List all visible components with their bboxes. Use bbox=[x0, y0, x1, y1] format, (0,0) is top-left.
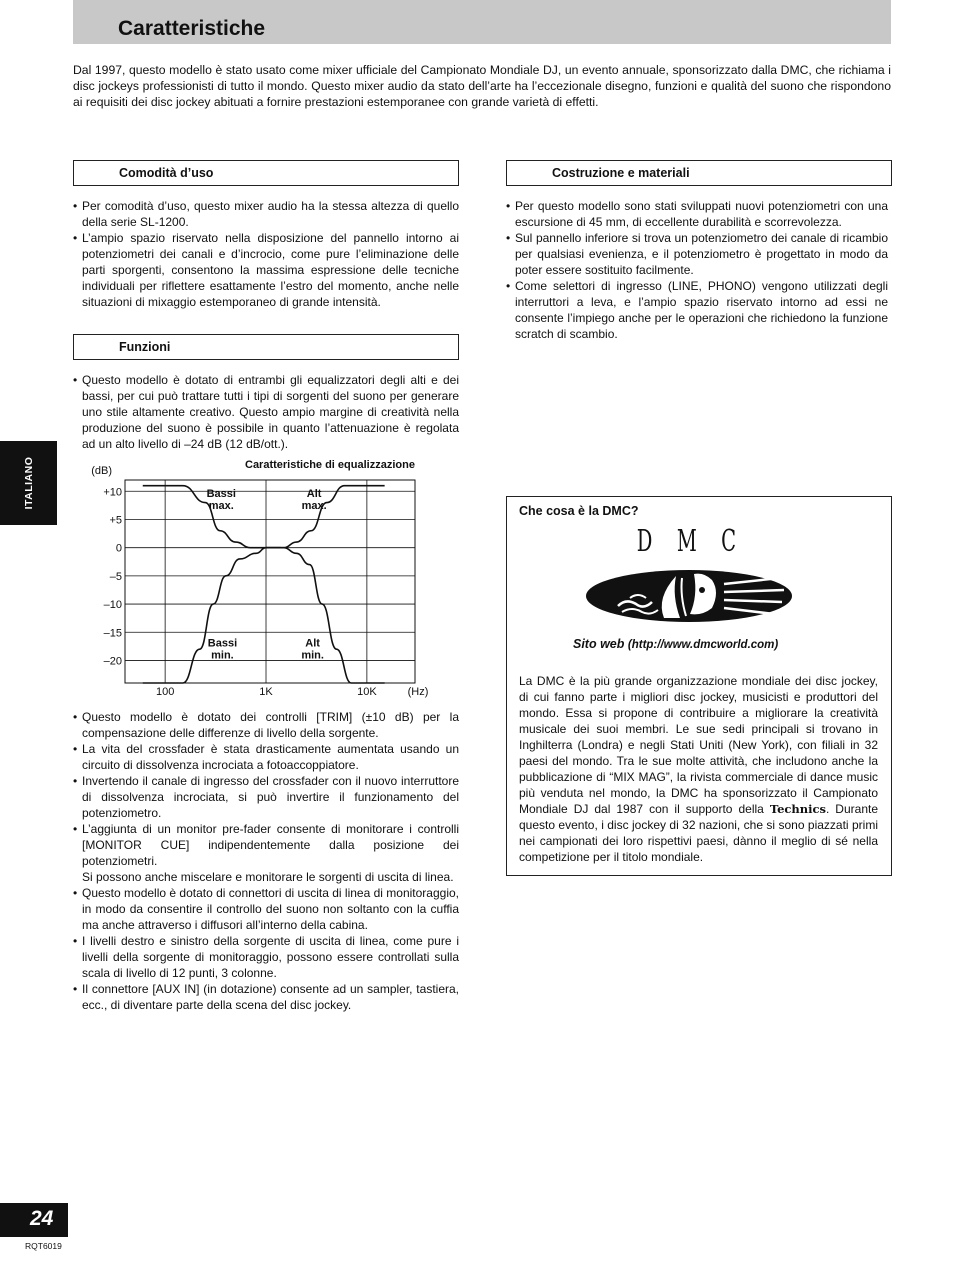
section-heading-label: Comodità d’uso bbox=[119, 166, 214, 180]
eq-chart bbox=[85, 466, 445, 700]
website-url: (http://www.dmcworld.com) bbox=[627, 639, 779, 651]
section-heading-label: Funzioni bbox=[119, 340, 171, 354]
dmc-logo-text: D M C bbox=[636, 524, 746, 559]
costruzione-list bbox=[506, 198, 888, 342]
y-axis-unit: (dB) bbox=[91, 466, 112, 477]
y-tick-label: +5 bbox=[109, 514, 122, 527]
page-title: Caratteristiche bbox=[118, 17, 266, 40]
dmc-logo bbox=[584, 568, 794, 624]
list-item: • Per questo modello sono stati sviluppati nuovi potenziometri con una escursione di 45 mm, di eccellente durabilità e scorrevolezza. bbox=[506, 198, 888, 230]
list-item: • Per comodità d’uso, questo mixer audio ha la stessa altezza di quello della serie SL-1200. bbox=[73, 198, 459, 230]
annotation-line: Bassi bbox=[206, 487, 236, 500]
dmc-website bbox=[573, 637, 778, 651]
website-label: Sito web bbox=[573, 637, 625, 651]
funzioni-list-bottom bbox=[73, 709, 459, 1013]
comodita-list bbox=[73, 198, 459, 310]
section-heading-funzioni bbox=[73, 334, 459, 360]
page-number-tab bbox=[0, 1203, 68, 1237]
x-tick-label: 1K bbox=[259, 686, 273, 698]
y-tick-label: –10 bbox=[103, 599, 122, 612]
document-code: RQT6019 bbox=[25, 1241, 62, 1251]
annotation-line: Alt bbox=[306, 487, 322, 500]
intro-paragraph: Dal 1997, questo modello è stato usato come mixer ufficiale del Campionato Mondiale DJ, un evento annuale, sponsorizzato dalla DMC, che richiama i disc jockeys professionisti di tutto il mondo. Questo mixer audio da stato dell’arte ha l’eccezionale disegno, funzioni e qualità del suono che rispondono ai requisiti dei disc jockey abituati a fornire prestazioni estemporanee con grande varietà di effetti. bbox=[73, 63, 891, 109]
y-tick-label: –5 bbox=[109, 570, 122, 583]
dmc-description-part2: . Durante questo evento, i disc jockey di 32 nazioni, che si sono piazzati primi nei campionati dei loro rispettivi paesi, dànno il meglio di sé nella competizione per il titolo mondiale. bbox=[519, 802, 878, 864]
x-axis-unit: (Hz) bbox=[407, 686, 429, 698]
y-tick-label: –15 bbox=[103, 627, 122, 640]
list-item: • Questo modello è dotato dei controlli [TRIM] (±10 dB) per la compensazione delle differenze di livello della sorgente. bbox=[73, 709, 459, 741]
annotation-line: max. bbox=[301, 499, 327, 512]
list-item: • I livelli destro e sinistro della sorgente di uscita di linea, come pure i livelli della sorgente di monitoraggio, possono essere controllati sulla scala di livello di 12 punti, 3 colonne. bbox=[73, 933, 459, 981]
list-item: • Come selettori di ingresso (LINE, PHONO) vengono utilizzati degli interruttori a leva, e l’ampio spazio riservato intorno ad essi ne consente l’impiego anche per le operazioni che richiedono la funzione scratch di scambio. bbox=[506, 278, 888, 342]
list-item: • La vita del crossfader è stata drasticamente aumentata usando un circuito di dissolvenza incrociata a fotoaccoppiatore. bbox=[73, 741, 459, 773]
eq-curve bbox=[143, 486, 266, 548]
curve-annotation bbox=[208, 637, 237, 661]
x-tick-label: 10K bbox=[357, 686, 377, 698]
y-tick-label: +10 bbox=[103, 486, 122, 499]
page-number: 24 bbox=[30, 1207, 54, 1230]
eq-curve bbox=[143, 548, 281, 683]
list-item: • Il connettore [AUX IN] (in dotazione) consente ad un sampler, tastiera, ecc., di diventare parte della scena del disc jockey. bbox=[73, 981, 459, 1013]
curve-annotation bbox=[301, 637, 324, 661]
plot-frame bbox=[125, 480, 415, 683]
dmc-heading: Che cosa è la DMC? bbox=[519, 504, 639, 518]
x-tick-label: 100 bbox=[155, 686, 175, 698]
list-item: • L’aggiunta di un monitor pre-fader consente di monitorare i controlli [MONITOR CUE] indipendentemente dalla posizione dei potenziometri. bbox=[73, 821, 459, 869]
annotation-line: min. bbox=[301, 649, 324, 662]
curve-annotation bbox=[207, 488, 236, 512]
dmc-description-part1: La DMC è la più grande organizzazione mondiale dei disc jockey, di cui fanno parte i migliori disc jockey, musicisti e produttori del mondo. Essa si propone di contribuire a migliorare la creatività musicale dei suoi membri. Le sue sedi principali si trovano in Inghilterra (Londra) e negli Stati Uniti (New York), con filiali in 32 paesi del mondo. Tra le sue molte attività, che includono anche la pubblicazione di “MIX MAG”, la rivista commerciale di dance music più venduta nel mondo, la DMC ha sponsorizzato il Campionato Mondiale DJ dal 1987 con il supporto della bbox=[519, 674, 878, 816]
list-item: • L’ampio spazio riservato nella disposizione del pannello intorno ai potenziometri dei canali e d’incrocio, come pure l’eliminazione delle parti sporgenti, consentono la massima espressione delle tecniche individuali per riflettere esattamente l’estro del momento, anche nelle situazioni di mixaggio estemporaneo di grande intensità. bbox=[73, 230, 459, 310]
annotation-line: Bassi bbox=[207, 637, 238, 650]
y-tick-label: 0 bbox=[115, 542, 122, 555]
funzioni-list-top bbox=[73, 372, 459, 452]
chart-title: Caratteristiche di equalizzazione bbox=[245, 459, 415, 471]
section-heading-comodita bbox=[73, 160, 459, 186]
technics-logo-text: Technics bbox=[769, 802, 826, 816]
list-item: • Sul pannello inferiore si trova un potenziometro dei canale di ricambio per qualsiasi evenienza, e il potenziometro è progettato in modo da poter essere sostituito facilmente. bbox=[506, 230, 888, 278]
annotation-line: Alt bbox=[305, 637, 320, 650]
language-label: ITALIANO bbox=[23, 456, 35, 510]
annotation-line: min. bbox=[211, 649, 234, 662]
dmc-description bbox=[519, 673, 878, 865]
annotation-line: max. bbox=[208, 499, 234, 512]
section-heading-label: Costruzione e materiali bbox=[552, 166, 690, 180]
language-tab bbox=[0, 441, 57, 525]
continuation-text: Si possono anche miscelare e monitorare le sorgenti di uscita di linea. bbox=[82, 870, 454, 884]
list-item: • Questo modello è dotato di entrambi gli equalizzatori degli alti e dei bassi, per cui può trattare tutti i tipi di sorgenti del suono per generare uno stile altamente creativo. Questo ampio margine di creatività nella produzione del suono è possibile in quanto l’attenuazione è regolata ad un alto livello di –24 dB (12 dB/ott.). bbox=[73, 372, 459, 452]
y-tick-label: –20 bbox=[103, 655, 122, 668]
section-heading-costruzione bbox=[506, 160, 892, 186]
list-item: • Invertendo il canale di ingresso del crossfader con il nuovo interruttore di dissolvenza incrociata, si può invertire il funzionamento del potenziometro. bbox=[73, 773, 459, 821]
list-item: • Questo modello è dotato di connettori di uscita di linea di monitoraggio, in modo da consentire il controllo del suono non soltanto con la cuffia ma anche attraverso i diffusori all’interno della cabina. bbox=[73, 885, 459, 933]
title-bar bbox=[73, 0, 891, 44]
